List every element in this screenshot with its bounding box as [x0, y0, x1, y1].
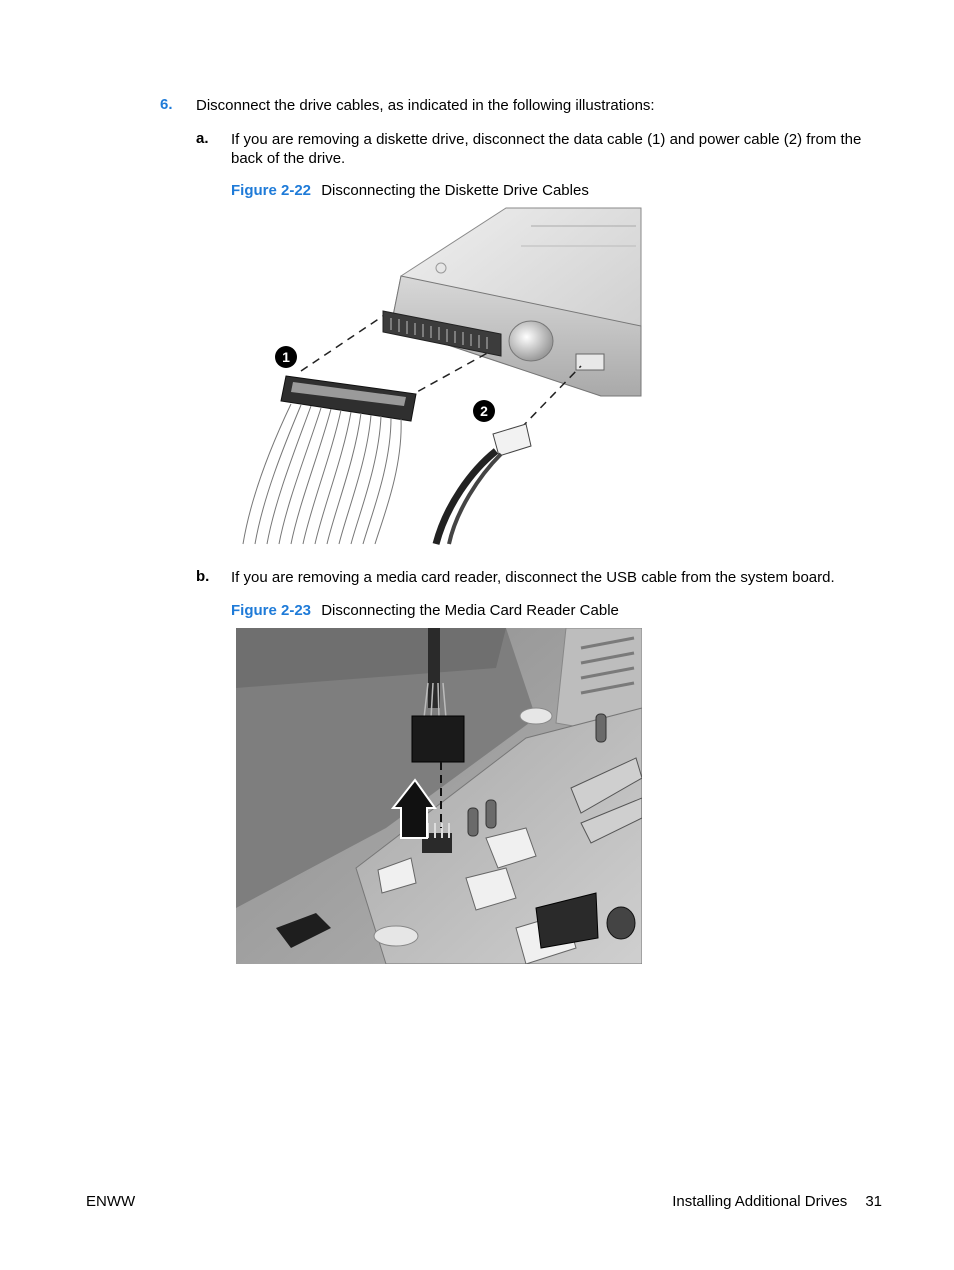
figure-23-illustration [236, 628, 642, 964]
footer-page-number: 31 [865, 1193, 882, 1210]
step-text: Disconnect the drive cables, as indicated in the following illustrations: [196, 97, 655, 114]
footer-right [672, 1193, 882, 1210]
callout-1-label: 1 [282, 349, 290, 365]
figure-22-title: Disconnecting the Diskette Drive Cables [321, 182, 589, 199]
figure-22-illustration [231, 206, 643, 548]
diskette-drive-image [231, 206, 643, 548]
figure-22-label: Figure 2-22 [231, 182, 312, 199]
step-number: 6. [160, 96, 173, 113]
figure-22-caption [231, 182, 589, 199]
media-card-reader-image [236, 628, 642, 964]
substep-a-letter: a. [196, 130, 209, 147]
footer-doc-code: ENWW [86, 1193, 136, 1210]
substep-b-text: If you are removing a media card reader, disconnect the USB cable from the system board. [231, 569, 835, 586]
footer-section-title: Installing Additional Drives [672, 1193, 848, 1210]
substep-b-letter: b. [196, 568, 210, 585]
substep-a-text: If you are removing a diskette drive, disconnect the data cable (1) and power cable (2) from the back of the drive. [231, 131, 862, 167]
figure-23-label: Figure 2-23 [231, 602, 312, 619]
figure-23-title: Disconnecting the Media Card Reader Cable [321, 602, 619, 619]
callout-2-label: 2 [480, 403, 488, 419]
figure-23-caption [231, 602, 619, 619]
